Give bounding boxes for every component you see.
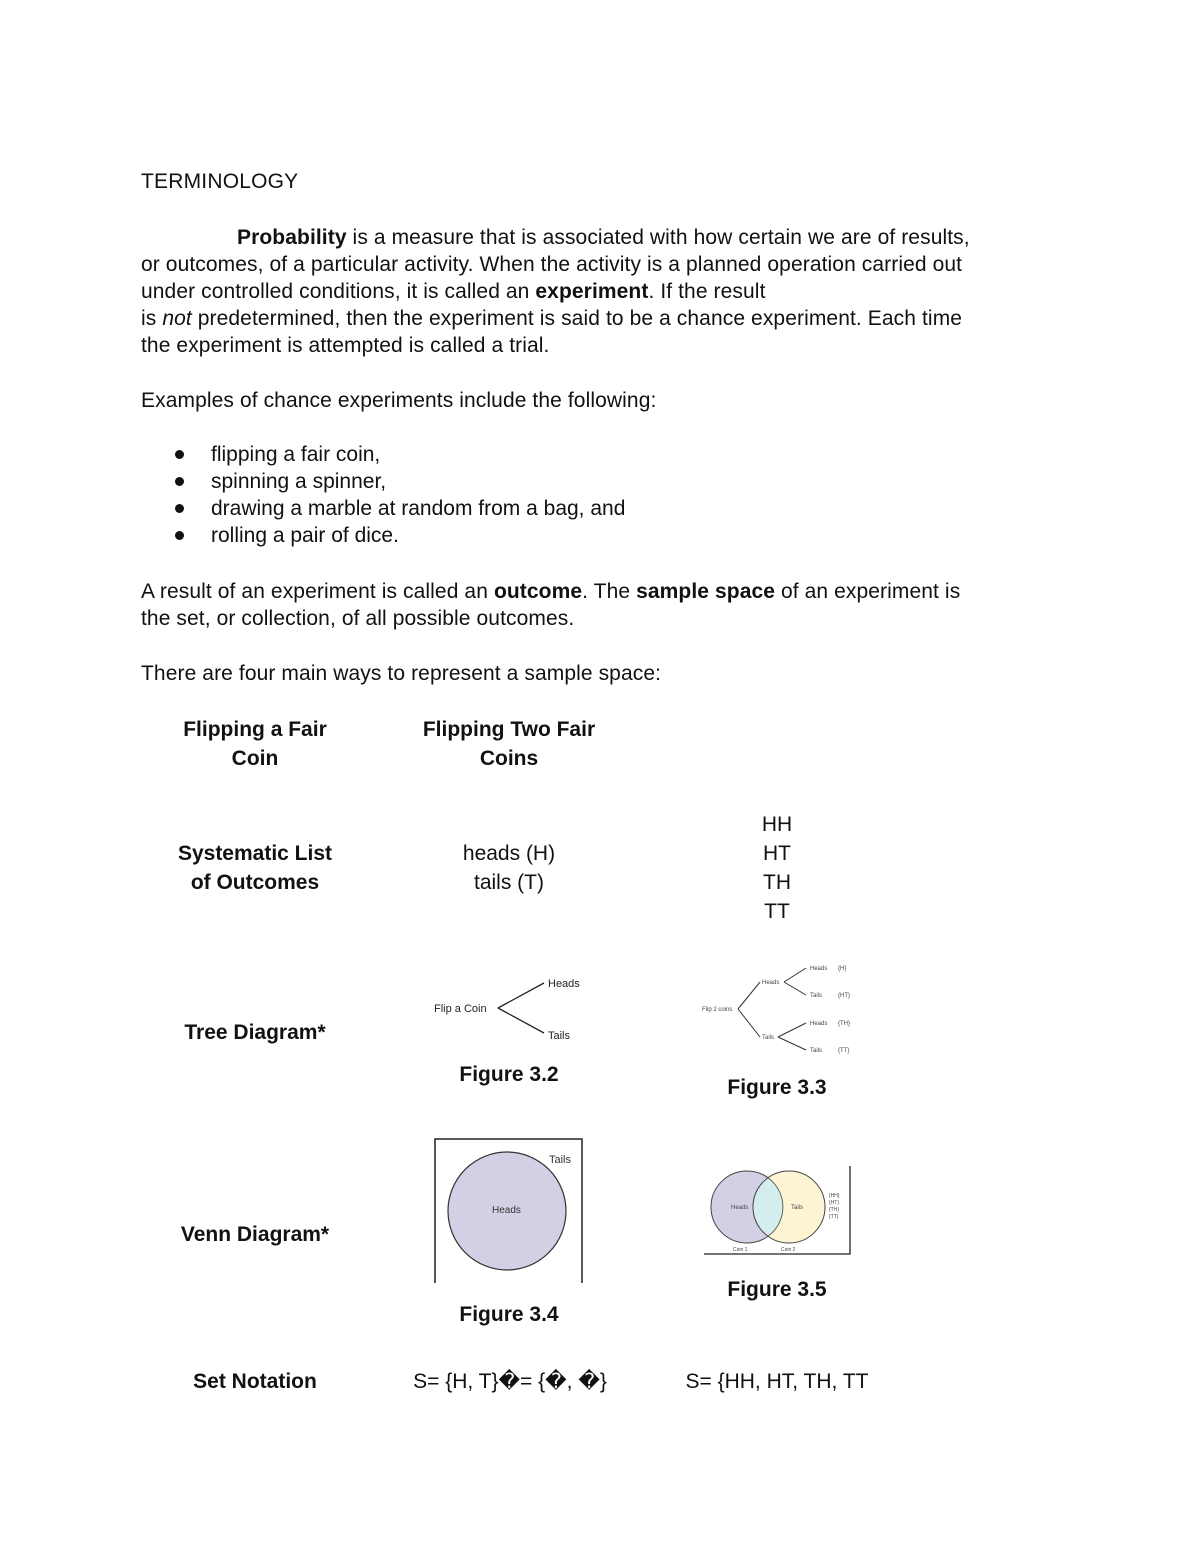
outcome-tails: tails (T) bbox=[474, 871, 544, 894]
tree1-branch-heads bbox=[498, 983, 544, 1008]
bullet-icon bbox=[175, 477, 184, 486]
venn-diagram-one-coin bbox=[434, 1138, 584, 1284]
set-notation-one-coin: S= {H, T}�= {�, �} bbox=[413, 1370, 607, 1393]
outcome-heads: heads (H) bbox=[462, 842, 556, 865]
outcome-paragraph bbox=[141, 578, 1061, 632]
para1-line3 bbox=[141, 278, 1061, 305]
term-outcome: outcome bbox=[493, 580, 583, 603]
tree2-ht-label: Tails bbox=[810, 993, 823, 999]
term-sample-space: sample space bbox=[636, 580, 776, 603]
list-item-text: spinning a spinner, bbox=[211, 470, 387, 493]
venn2-legend-3: {TH} bbox=[829, 1207, 840, 1213]
para1-line5: the experiment is attempted is called a trial. bbox=[141, 334, 550, 357]
list-item bbox=[141, 495, 625, 522]
para1-line4 bbox=[141, 305, 1061, 332]
col1-header-line2: Coin bbox=[231, 747, 279, 770]
list-item-text: drawing a marble at random from a bag, and bbox=[211, 497, 626, 520]
col2-header-line1: Flipping Two Fair bbox=[422, 718, 596, 741]
para1-text: is a measure that is associated with how certain we are of results, bbox=[346, 226, 970, 249]
bullet-icon bbox=[175, 504, 184, 513]
tree2-hh-label: Heads bbox=[810, 966, 828, 972]
para1-line3-b: . If the result bbox=[648, 280, 766, 303]
venn-diagram-two-coins bbox=[703, 1165, 853, 1257]
two-coin-outcomes bbox=[657, 810, 897, 926]
tree1-root-label: Flip a Coin bbox=[434, 1003, 487, 1015]
tree-diagram-one-coin bbox=[430, 970, 590, 1046]
col1-header-line1: Flipping a Fair bbox=[183, 718, 327, 741]
set-notation-two-coins: S= {HH, HT, TH, TT bbox=[685, 1370, 869, 1393]
tree2-tails-label: Tails bbox=[762, 1035, 775, 1041]
venn2-legend-1: {HH} bbox=[829, 1193, 840, 1199]
row-set-label: Set Notation bbox=[193, 1370, 317, 1393]
figure-3-2-caption: Figure 3.2 bbox=[459, 1063, 559, 1086]
tree2-root-label: Flip 2 coins bbox=[702, 1007, 733, 1013]
tree2-out-ht: {HT} bbox=[838, 993, 851, 999]
bullet-icon bbox=[175, 450, 184, 459]
para2-line2: the set, or collection, of all possible outcomes. bbox=[141, 607, 575, 630]
tree1-tails-label: Tails bbox=[548, 1030, 571, 1042]
para1-line2: or outcomes, of a particular activity. When the activity is a planned operation carried out bbox=[141, 253, 963, 276]
row-tree-label: Tree Diagram* bbox=[184, 1021, 326, 1044]
page-heading: TERMINOLOGY bbox=[141, 170, 299, 193]
para1-line4-b: predetermined, then the experiment is said to be a chance experiment. Each time bbox=[191, 307, 963, 330]
bullet-icon bbox=[175, 531, 184, 540]
row-venn-label: Venn Diagram* bbox=[180, 1223, 330, 1246]
para1-line3-a: under controlled conditions, it is called an bbox=[141, 280, 536, 303]
para2-b: . The bbox=[582, 580, 637, 603]
col2-header bbox=[389, 715, 629, 773]
venn2-left-label: Heads bbox=[731, 1205, 749, 1211]
figure-3-5-caption: Figure 3.5 bbox=[727, 1278, 827, 1301]
tree2-out-hh: {H} bbox=[838, 966, 847, 972]
examples-intro: Examples of chance experiments include the following: bbox=[141, 389, 657, 412]
tree2-branch-h bbox=[738, 982, 760, 1009]
list-item bbox=[141, 468, 625, 495]
outcome-hh: HH bbox=[761, 813, 793, 836]
list-item-text: flipping a fair coin, bbox=[211, 443, 381, 466]
row-systematic-label bbox=[135, 839, 375, 897]
tree2-branch-t bbox=[738, 1009, 760, 1037]
tree-diagram-two-coins bbox=[700, 960, 860, 1060]
term-not: not bbox=[162, 307, 192, 330]
col2-header-line2: Coins bbox=[479, 747, 539, 770]
figure-3-3-caption: Figure 3.3 bbox=[727, 1076, 827, 1099]
figure-3-4-caption: Figure 3.4 bbox=[459, 1303, 559, 1326]
row-systematic-line1: Systematic List bbox=[177, 842, 333, 865]
examples-list bbox=[141, 441, 625, 549]
tree2-branch-ht bbox=[784, 982, 806, 995]
list-item-text: rolling a pair of dice. bbox=[211, 524, 399, 547]
outcome-th: TH bbox=[763, 871, 791, 894]
tree2-th-label: Heads bbox=[810, 1021, 828, 1027]
tree2-branch-tt bbox=[778, 1037, 806, 1050]
venn2-bottom-right: Coin 2 bbox=[781, 1247, 796, 1253]
tree2-out-tt: {TT} bbox=[838, 1048, 850, 1054]
list-item bbox=[141, 441, 625, 468]
tree2-tt-label: Tails bbox=[810, 1048, 823, 1054]
col1-header bbox=[135, 715, 375, 773]
probability-paragraph bbox=[141, 224, 1061, 359]
tree1-heads-label: Heads bbox=[548, 978, 580, 990]
four-ways-text: There are four main ways to represent a sample space: bbox=[141, 662, 662, 685]
tree1-branch-tails bbox=[498, 1008, 544, 1033]
venn2-legend-4: {TT} bbox=[829, 1214, 839, 1220]
venn1-tails-label: Tails bbox=[549, 1154, 572, 1166]
row-systematic-line2: of Outcomes bbox=[190, 871, 320, 894]
list-item bbox=[141, 522, 625, 549]
para1-line1 bbox=[141, 224, 1061, 251]
venn2-legend-2: {HT} bbox=[829, 1200, 840, 1206]
para2-c: of an experiment is bbox=[775, 580, 961, 603]
outcome-ht: HT bbox=[763, 842, 791, 865]
tree2-branch-hh bbox=[784, 968, 806, 982]
venn2-right-label: Tails bbox=[791, 1205, 804, 1211]
para2-a: A result of an experiment is called an bbox=[141, 580, 494, 603]
para1-line4-a: is bbox=[141, 307, 163, 330]
term-experiment: experiment bbox=[535, 280, 649, 303]
tree2-out-th: {TH} bbox=[838, 1021, 851, 1027]
venn1-heads-label: Heads bbox=[492, 1205, 521, 1216]
para2-line1 bbox=[141, 578, 1061, 605]
tree2-branch-th bbox=[778, 1023, 806, 1037]
outcome-tt: TT bbox=[764, 900, 790, 923]
one-coin-outcomes bbox=[389, 839, 629, 897]
venn2-bottom-left: Coin 1 bbox=[733, 1247, 748, 1253]
tree2-heads-label: Heads bbox=[762, 980, 780, 986]
term-probability: Probability bbox=[237, 226, 347, 249]
